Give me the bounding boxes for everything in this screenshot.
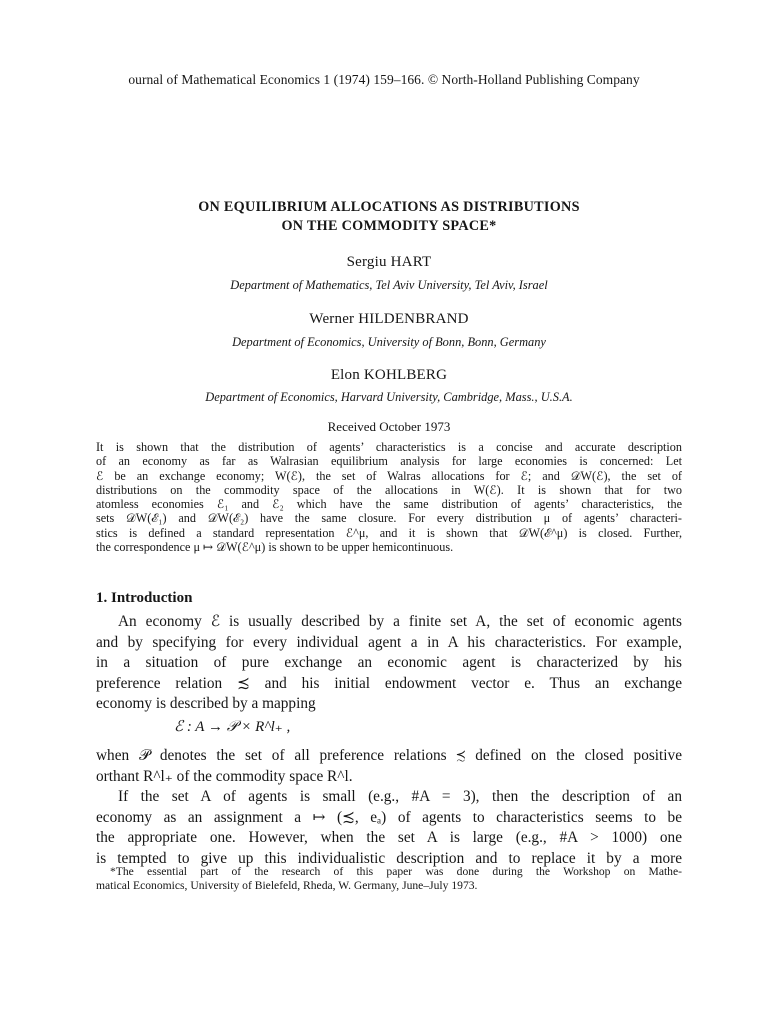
- body-paragraph: [96, 746, 682, 787]
- body-line: the appropriate one. However, when the set A is large (e.g., #A > 1000) one: [96, 829, 682, 847]
- paper-title: [0, 198, 768, 236]
- footnote-line: matical Economics, University of Bielefeld, Rheda, W. Germany, June–July 1973.: [96, 879, 478, 893]
- journal-citation: ournal of Mathematical Economics 1 (1974) 159–166. © North-Holland Publishing Company: [128, 72, 640, 87]
- author-name: Elon KOHLBERG: [330, 367, 448, 383]
- abstract-line: stics is defined a standard representation ℰ^μ, and it is shown that 𝒟W(ℰ^μ) is closed. Further,: [96, 525, 682, 540]
- body-line: orthant R^l₊ of the commodity space R^l.: [96, 767, 353, 785]
- received-date: Received October 1973: [327, 419, 451, 434]
- body-line: when 𝒫 denotes the set of all preference relations ≾ defined on the closed positive: [96, 747, 682, 764]
- footnote: [96, 865, 682, 894]
- title-line-2: ON THE COMMODITY SPACE*: [281, 218, 497, 234]
- body-line: An economy ℰ is usually described by a finite set A, the set of economic agents: [118, 613, 682, 630]
- body-line: If the set A of agents is small (e.g., #A = 3), then the description of an: [118, 788, 682, 805]
- footnote-line: *The essential part of the research of this paper was done during the Workshop on Mathe-: [110, 865, 682, 878]
- abstract-line: It is shown that the distribution of agents’ characteristics is a concise and accurate description: [96, 440, 682, 454]
- author-name: Sergiu HART: [346, 254, 432, 270]
- author-affiliation: Department of Economics, Harvard University, Cambridge, Mass., U.S.A.: [205, 390, 573, 404]
- body-line: preference relation ≾ and his initial endowment vector e. Thus an exchange: [96, 674, 682, 692]
- title-line-1: ON EQUILIBRIUM ALLOCATIONS AS DISTRIBUTIONS: [198, 199, 580, 215]
- abstract-line: atomless economies ℰ₁ and ℰ₂ which have the same distribution of agents’ characteristics, the: [96, 497, 682, 512]
- body-line: economy as an assignment a ↦ (≾, eₐ) of agents to characteristics seems to be: [96, 808, 682, 826]
- display-equation: ℰ : A → 𝒫 × R^l₊ ,: [174, 719, 291, 735]
- abstract: [96, 440, 682, 554]
- body-line: in a situation of pure exchange an economic agent is characterized by his: [96, 654, 682, 672]
- abstract-line: of an economy as far as Walrasian equilibrium analysis for large economies is concerned: Let: [96, 454, 682, 469]
- abstract-line: ℰ be an exchange economy; W(ℰ), the set of Walras allocations for ℰ; and 𝒟W(ℰ), the set of: [96, 468, 682, 483]
- abstract-line: distributions on the commodity space of the allocations in W(ℰ). It is shown that for two: [96, 482, 682, 497]
- author-name: Werner HILDENBRAND: [309, 311, 469, 327]
- section-heading: 1. Introduction: [96, 590, 193, 606]
- body-paragraph: [96, 612, 682, 715]
- body-line: economy is described by a mapping: [96, 695, 316, 713]
- abstract-line: sets 𝒟W(ℰ₁) and 𝒟W(ℰ₂) have the same closure. For every distribution μ of agents’ characteri-: [96, 511, 682, 526]
- abstract-line: the correspondence μ ↦ 𝒟W(ℰ^μ) is shown to be upper hemicontinuous.: [96, 540, 454, 555]
- body-line: and by specifying for every individual agent a in A his characteristics. For example,: [96, 633, 682, 651]
- author-affiliation: Department of Economics, University of Bonn, Bonn, Germany: [232, 335, 546, 349]
- body-paragraph: [96, 787, 682, 869]
- author-affiliation: Department of Mathematics, Tel Aviv University, Tel Aviv, Israel: [230, 278, 548, 292]
- body-line: is tempted to give up this individualistic description and to replace it by a more: [96, 849, 682, 867]
